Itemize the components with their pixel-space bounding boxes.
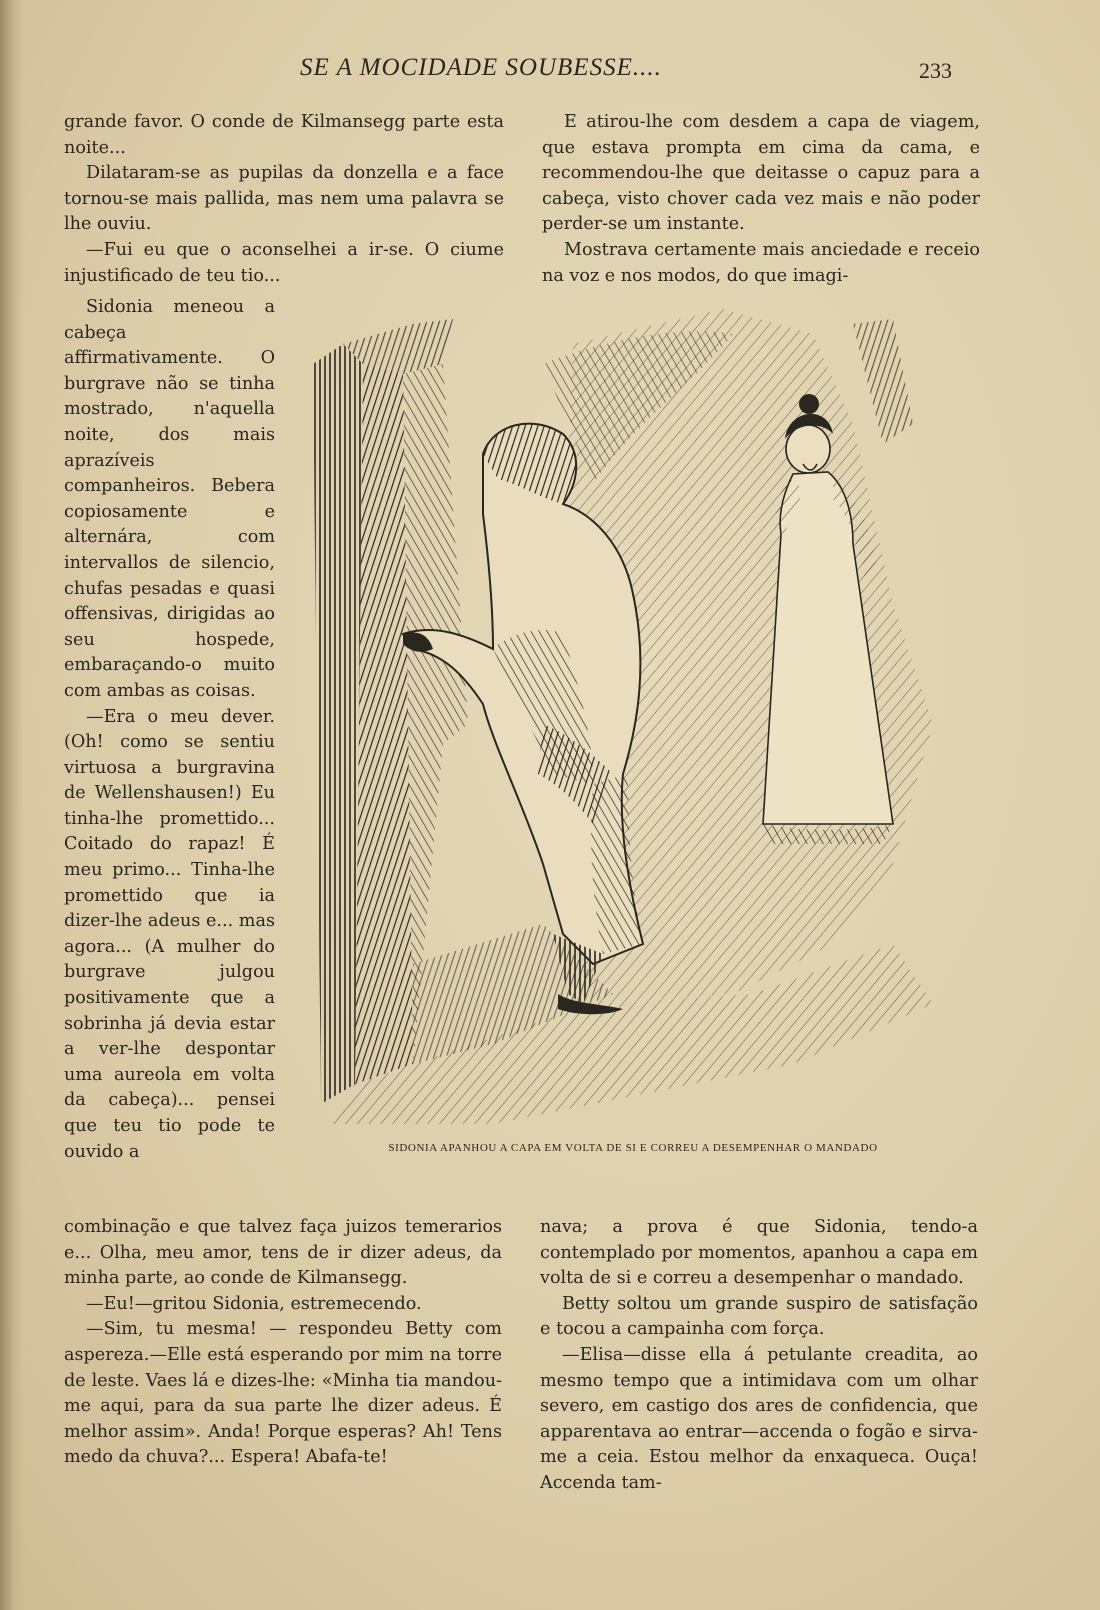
paragraph: Betty soltou um grande suspiro de satisfação e tocou a campainha com força. (540, 1293, 978, 1340)
book-gutter-shadow (0, 0, 24, 1610)
illustration-caption: SIDONIA APANHOU A CAPA EM VOLTA DE SI E CORREU A DESEMPENHAR O MANDADO (388, 1142, 878, 1154)
page-number: 233 (919, 58, 952, 83)
right-column-bottom (540, 1215, 978, 1497)
paragraph: —Fui eu que o aconselhei a ir-se. O ciume injustificado de teu tio... (64, 239, 504, 286)
left-column-narrow (64, 295, 275, 1165)
paragraph: Dilataram-se as pupilas da donzella e a face tornou-se mais pallida, mas nem uma palavra se lhe ouviu. (64, 163, 504, 235)
left-column-bottom (64, 1215, 502, 1471)
paragraph: Sidonia meneou a cabeça affirmativamente. O burgrave não se tinha mostrado, n'aquella noite, dos mais aprazíveis companheiros. Bebera copiosamente e alternára, com intervallos de silencio, chufas pesadas e quasi offensivas, dirigidas ao seu hospede, embaraçando-o muito com ambas as coisas. (64, 297, 275, 701)
left-column-top (64, 110, 504, 289)
paragraph: nava; a prova é que Sidonia, tendo-a contemplado por momentos, apanhou a capa em volta de si e correu a desempenhar o mandado. (540, 1217, 978, 1289)
paragraph: —Era o meu dever. (Oh! como se sentiu virtuosa a burgravina de Wellenshausen!) Eu tinha-lhe promettido... Coitado do rapaz! É meu primo... Tinha-lhe promettido que ia dizer-lhe adeus e... mas agora... (A mulher do burgrave julgou positivamente que a sobrinha já devia estar a ver-lhe despontar uma aureola em volta da cabeça)... pensei que teu tio pode te ouvido a (64, 706, 275, 1162)
paragraph: grande favor. O conde de Kilmansegg parte esta noite... (64, 112, 504, 158)
running-head: SE A MOCIDADE SOUBESSE.... (300, 54, 662, 81)
paragraph: —Sim, tu mesma! — respondeu Betty com aspereza.—Elle está esperando por mim na torre de leste. Vaes lá e dizes-lhe: «Minha tia mandou-me aqui, para da sua parte lhe dizer adeus. É melhor assim». Anda! Porque esperas? Ah! Tens medo da chuva?... Espera! Abafa-te! (64, 1319, 502, 1468)
paragraph: combinação e que talvez faça juizos temerarios e... Olha, meu amor, tens de ir dizer adeus, da minha parte, ao conde de Kilmansegg. (64, 1217, 502, 1289)
paragraph: E atirou-lhe com desdem a capa de viagem, que estava prompta em cima da cama, e recommendou-lhe que deitasse o capuz para a cabeça, visto chover cada vez mais e não poder perder-se um instante. (542, 112, 980, 235)
paragraph: —Elisa—disse ella á petulante creadita, ao mesmo tempo que a intimidava com um olhar severo, em castigo dos ares de confidencia, que apparentava ao entrar—accenda o fogão e sirva-me a ceia. Estou melhor da enxaqueca. Ouça! Accenda tam- (540, 1344, 978, 1493)
paragraph: Mostrava certamente mais anciedade e receio na voz e nos modos, do que imagi- (542, 239, 980, 286)
right-column-top (542, 110, 980, 289)
engraving-illustration (293, 304, 983, 1129)
paragraph: —Eu!—gritou Sidonia, estremecendo. (86, 1293, 422, 1314)
